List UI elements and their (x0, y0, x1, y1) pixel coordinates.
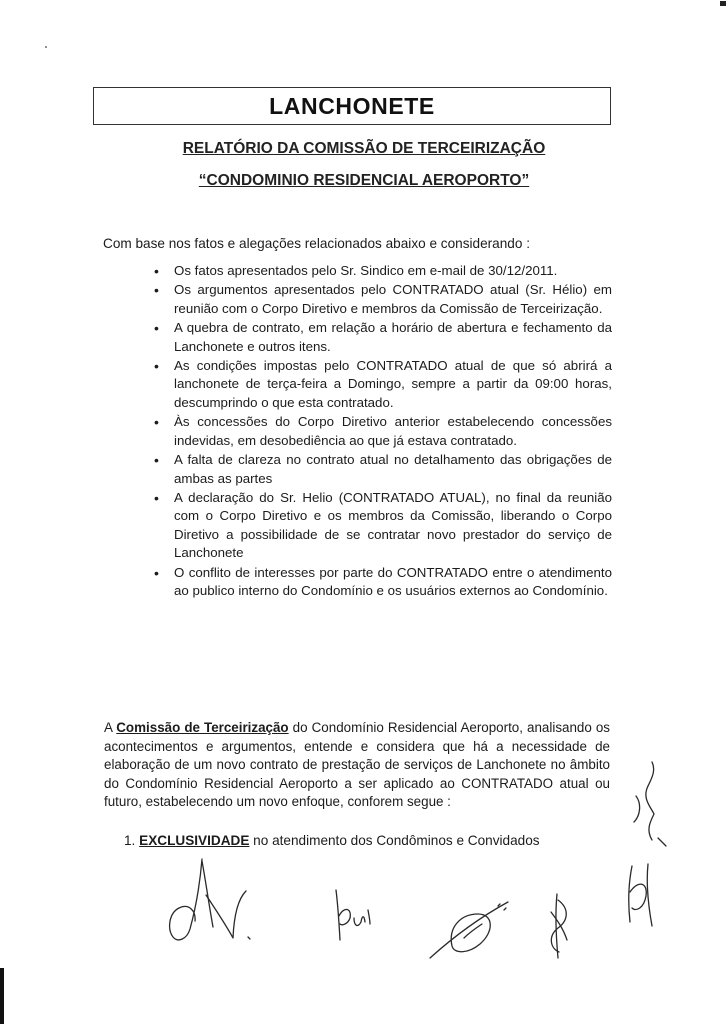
signature-4 (545, 890, 575, 962)
bullet-icon: • (154, 263, 159, 279)
bullet-icon: • (154, 282, 159, 299)
document-title: LANCHONETE (269, 92, 435, 119)
bullet-icon: • (154, 489, 159, 506)
scan-speck (45, 46, 47, 48)
scan-margin-mark (0, 968, 4, 1024)
signature-2 (330, 888, 378, 944)
bullet-icon: • (154, 319, 159, 336)
numbered-item-1 (124, 833, 540, 848)
scan-speck (720, 1, 726, 6)
list-item: • Às concessões do Corpo Diretivo anterior estabelecendo concessões indevidas, em desobediência ao que já estava contratado. (154, 414, 612, 448)
margin-initials-2 (622, 862, 662, 932)
condominium-name: “CONDOMINIO RESIDENCIAL AEROPORTO” (198, 172, 530, 189)
list-item: • A declaração do Sr. Helio (CONTRATADO ATUAL), no final da reunião com o Corpo Diretivo e os membros da Comissão, liberando o Corpo Diretivo a possibilidade de se contratar novo prestador do serviço de Lanchonete (154, 489, 612, 561)
signature-1 (160, 855, 260, 950)
bullet-icon: • (154, 564, 159, 581)
list-item: • A falta de clareza no contrato atual no detalhamento das obrigações de ambas as partes (154, 451, 612, 486)
intro-text: Com base nos fatos e alegações relacionados abaixo e considerando : (103, 236, 530, 251)
commission-term: Comissão de Terceirização (116, 720, 289, 736)
signature-3 (420, 898, 520, 968)
bullet-icon: • (154, 451, 159, 468)
bullet-icon: • (154, 357, 159, 374)
list-item: • Os argumentos apresentados pelo CONTRATADO atual (Sr. Hélio) em reunião com o Corpo Diretivo e membros da Comissão de Terceirização. (154, 282, 612, 316)
bullet-icon: • (154, 414, 159, 431)
considerations-list (154, 262, 612, 601)
list-item: • Os fatos apresentados pelo Sr. Sindico em e-mail de 30/12/2011. (154, 263, 558, 279)
item-keyword: EXCLUSIVIDADE (139, 833, 250, 848)
margin-initials-1 (628, 760, 668, 848)
report-subtitle: RELATÓRIO DA COMISSÃO DE TERCEIRIZAÇÃO (182, 140, 546, 157)
conclusion-paragraph: A Comissão de Terceirização do Condomínio Residencial Aeroporto, analisando os acontecimentos e argumentos, entende e considera que há a necessidade de elaboração de um novo contrato de prestação de serviços de Lanchonete no âmbito do Condomínio Residencial Aeroporto a ser aplicado ao CONTRATADO atual ou futuro, estabelecendo um novo enfoque, conforem segue : (104, 720, 611, 810)
title-box (93, 87, 611, 125)
list-item: • As condições impostas pelo CONTRATADO atual de que só abrirá a lanchonete de terça-feira a Domingo, sempre a partir da 09:00 horas, descumprindo o que esta contratado. (154, 357, 612, 410)
list-item: • O conflito de interesses por parte do CONTRATADO entre o atendimento ao publico interno do Condomínio e os usuários externos ao Condomínio. (154, 564, 612, 599)
list-item: • A quebra de contrato, em relação a horário de abertura e fechamento da Lanchonete e outros itens. (154, 319, 612, 354)
item-number: 1. (124, 833, 136, 848)
item-text: no atendimento dos Condôminos e Convidados (249, 833, 540, 848)
